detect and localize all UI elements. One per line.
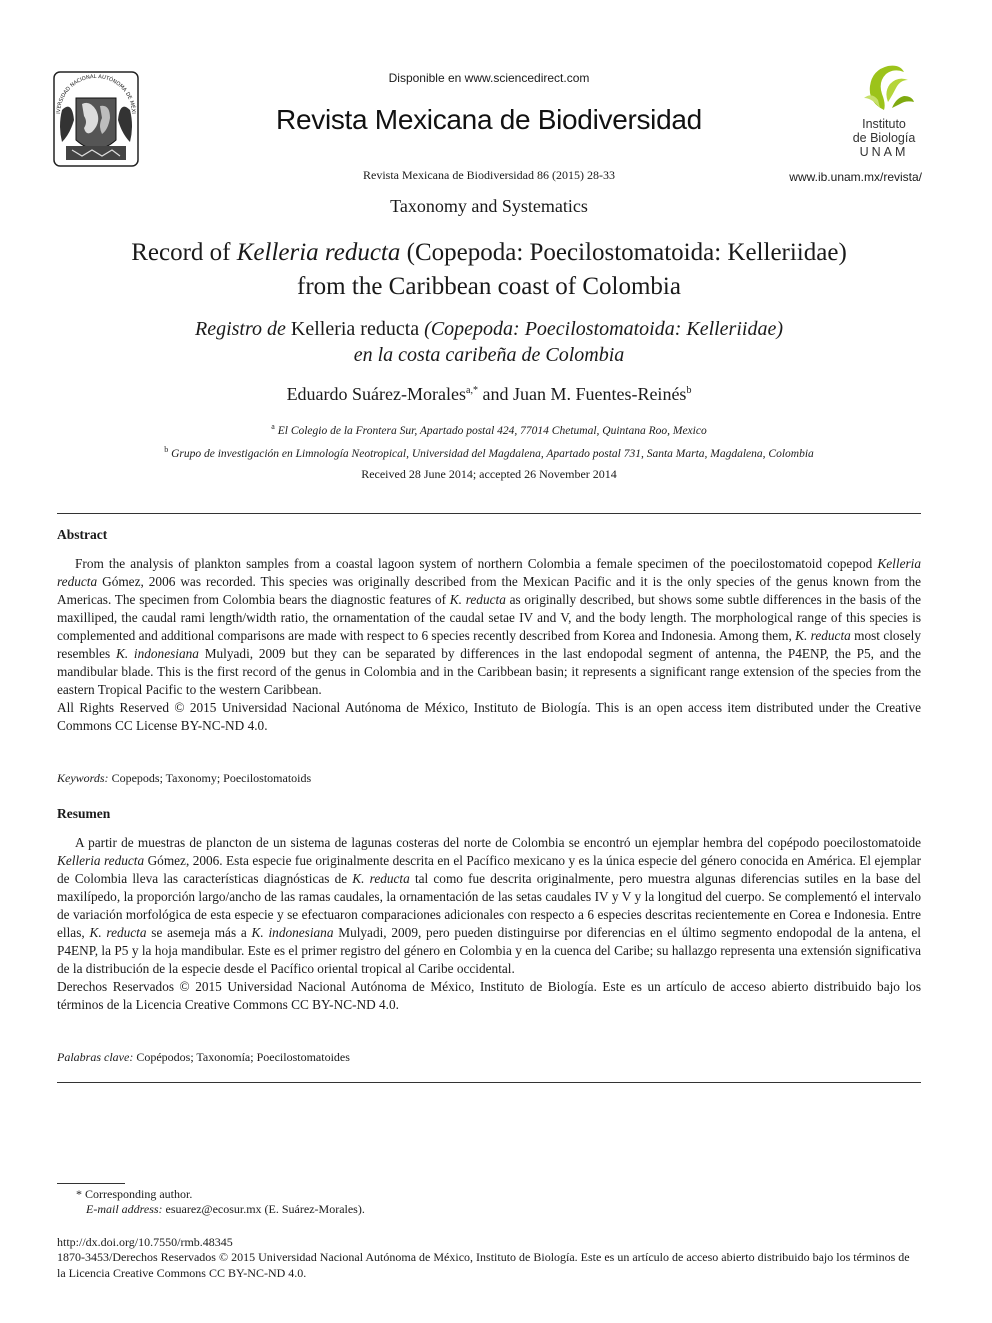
article-section: Taxonomy and Systematics <box>390 196 588 216</box>
svg-text:UNIVERSIDAD NACIONAL AUTÓNOMA: UNIVERSIDAD NACIONAL AUTÓNOMA DE MÉXICO <box>49 66 137 114</box>
email-note: E-mail address: esuarez@ecosur.mx (E. Suárez-Morales). <box>86 1202 365 1216</box>
journal-title: Revista Mexicana de Biodiversidad <box>276 104 702 135</box>
article-title: Record of Kelleria reducta (Copepoda: Poecilostomatoida: Kelleriidae) from the Caribbean coast of Colombia <box>131 239 847 300</box>
doi-link[interactable]: http://dx.doi.org/10.7550/rmb.48345 <box>57 1235 233 1249</box>
institute-line1: Instituto <box>862 117 906 131</box>
author-1: Eduardo Suárez-Morales <box>286 384 466 404</box>
abstract-rights: All Rights Reserved © 2015 Universidad Nacional Autónoma de México, Instituto de Biología. This is an open access item distributed under the Creative Commons CC License BY-NC-ND 4.0. <box>57 700 921 733</box>
divider <box>57 1082 921 1083</box>
abstract-keywords: Keywords: Copepods; Taxonomy; Poecilostomatoids <box>57 771 312 785</box>
received-dates: Received 28 June 2014; accepted 26 November 2014 <box>361 467 617 481</box>
available-at-link[interactable]: Disponible en www.sciencedirect.com <box>388 71 590 85</box>
instituto-biologia-logo <box>838 58 930 168</box>
email-link[interactable]: esuarez@ecosur.mx (E. Suárez-Morales). <box>162 1202 365 1216</box>
resumen-rights: Derechos Reservados © 2015 Universidad Nacional Autónoma de México, Instituto de Biología. Este es un artículo de acceso abierto distribuido bajo los términos de la Licencia Creative Commons CC BY-NC-ND 4.0. <box>57 979 921 1012</box>
institute-line3: UNAM <box>859 145 909 159</box>
author-list: Eduardo Suárez-Morales$^{a,*}$ and Juan M. Fuentes-Reinés$^b$ <box>286 384 692 404</box>
article-subtitle: Registro de Kelleria reducta (Copepoda: Poecilostomatoida: Kelleriidae) en la costa caribeña de Colombia <box>194 318 783 366</box>
affiliation-b: $^b$ Grupo de investigación en Limnología Neotropical, Universidad del Magdalena, Apartado postal 731, Santa Marta, Magdalena, Colombia <box>164 445 814 460</box>
abstract-text: From the analysis of plankton samples from a coastal lagoon system of northern Colombia a female specimen of the poecilostomatoid copepod Kelleria reducta Gómez, 2006 was recorded. This species was originally described from the Mexican Pacific and it is the only species of the genus known from the Americas. The specimen from Colombia bears the diagnostic features of K. reducta as originally described, but shows some subtle differences in the basis of the maxilliped, the caudal rami length/width ratio, the ornamentation of the caudal setae IV and V, and the body length. The morphological range of this species is complemented and additional comparisons are made with respect to 6 species recently described from Korea and Indonesia. Among them, K. reducta most closely resembles K. indonesiana Mulyadi, 2009 but they can be separated by differences in the last endopodal segment of antenna, the P4ENP, the P5, and the mandibular blade. This is the first record of the genus in Colombia and in the Caribbean basin; it represents a significant range extension of the species from the eastern Tropical Pacific to the western Caribbean. All Rights Reserved © 2015 Universidad Nacional Autónoma de México, Instituto de Biología. This is an open access item distributed under the Creative Commons CC License BY-NC-ND 4.0. <box>57 556 922 733</box>
resumen-text: A partir de muestras de plancton de un sistema de lagunas costeras del norte de Colombia se encontró un ejemplar hembra del copépodo poecilostomatoide Kelleria reducta Gómez, 2006. Esta especie fue originalmente descrita en el Pacífico mexicano y es la única especie del género conocida en América. El ejemplar de Colombia lleva las características diagnósticas de K. reducta tal como fue descrita originalmente, pero muestra algunas diferencias sutiles en la base del maxilípedo, la proporción largo/ancho de las ramas caudales, la ornamentación de las setas caudales IV y V y la longitud del cuerpo. Se complementó el intervalo de variación morfológica de esta especie y se efectuaron comparaciones adicionales con respecto a 6 especies descritas recientemente en Corea e Indonesia. Entre ellas, K. reducta se asemeja más a K. indonesiana Mulyadi, 2009, pero pueden distinguirse por diferencias en el último segmento endopodal de la antena, el P4ENP, la P5 y la hoja mandibular. Este es el primer registro del género en Colombia y en la cuenca del Caribe; su hallazgo representa una extensión significativa de la distribución de la especie desde el Pacífico oriental tropical al Caribe occidental. Derechos Reservados © 2015 Universidad Nacional Autónoma de México, Instituto de Biología. Este es un artículo de acceso abierto distribuido bajo los términos de la Licencia Creative Commons CC BY-NC-ND 4.0. <box>57 835 921 1012</box>
institute-line2: de Biología <box>852 131 916 145</box>
resumen-heading: Resumen <box>57 806 111 821</box>
corresponding-author-note: * Corresponding author. <box>76 1187 193 1201</box>
footnote-rule <box>57 1183 125 1184</box>
resumen-keywords: Palabras clave: Copépodos; Taxonomía; Poecilostomatoides <box>57 1050 350 1064</box>
leaf-spiral-icon <box>838 58 930 114</box>
divider <box>57 513 921 514</box>
author-2: Juan M. Fuentes-Reinés <box>512 384 687 404</box>
copyright-notice: 1870-3453/Derechos Reservados © 2015 Universidad Nacional Autónoma de México, Instituto de Biología. Este es un artículo de acceso abierto distribuido bajo los términos de la Licencia Creative Commons CC BY-NC-ND 4.0. <box>57 1250 910 1280</box>
journal-url-link[interactable]: www.ib.unam.mx/revista/ <box>789 170 922 184</box>
abstract-heading: Abstract <box>57 527 108 542</box>
journal-citation: Revista Mexicana de Biodiversidad 86 (2015) 28-33 <box>363 168 615 182</box>
affiliation-a: $^a$ El Colegio de la Frontera Sur, Apartado postal 424, 77014 Chetumal, Quintana Roo, Mexico <box>271 422 707 437</box>
